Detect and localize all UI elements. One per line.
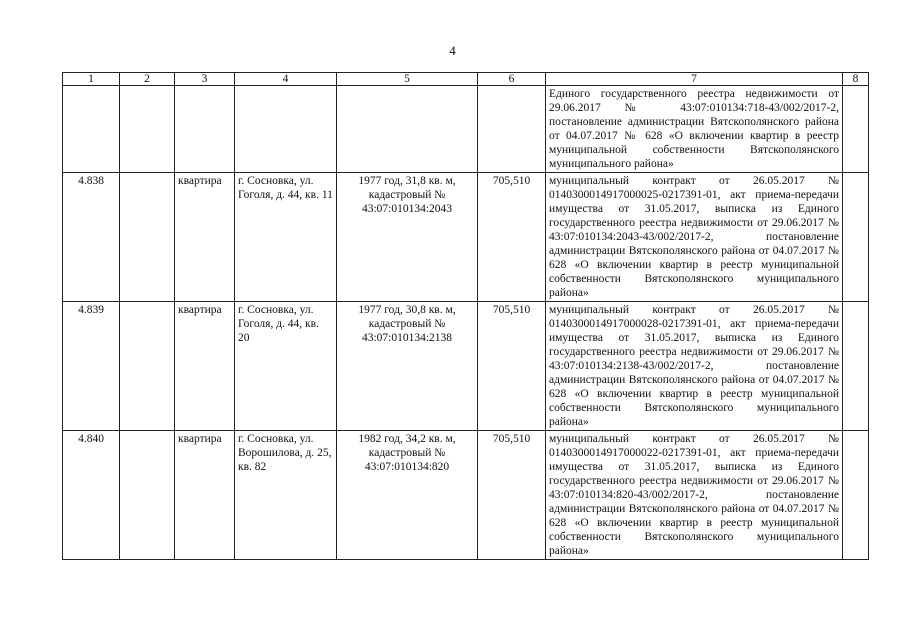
cell-empty	[337, 86, 478, 173]
cell-empty	[63, 86, 120, 173]
row-number: 4.839	[63, 302, 120, 431]
row-cost: 705,510	[478, 173, 546, 302]
cell-empty	[478, 86, 546, 173]
row-number: 4.838	[63, 173, 120, 302]
row-col2	[120, 431, 175, 560]
page-number: 4	[449, 43, 456, 58]
row-description: 1977 год, 30,8 кв. м, кадастровый № 43:07:010134:2138	[337, 302, 478, 431]
row-col2	[120, 173, 175, 302]
row-number: 4.840	[63, 431, 120, 560]
table-row	[63, 431, 869, 560]
cell-empty	[235, 86, 337, 173]
property-registry-table	[62, 72, 869, 560]
row-address: г. Сосновка, ул. Гоголя, д. 44, кв. 20	[235, 302, 337, 431]
continuation-basis: Единого государственного реестра недвижимости от 29.06.2017 № 43:07:010134:718-43/002/2017-2, постановление администрации Вятскополянского района от 04.07.2017 № 628 «О включении квартир в реестр муниципальной собственности Вятскополянского муниципального района»	[546, 86, 843, 173]
row-type: квартира	[175, 302, 235, 431]
header-row	[63, 73, 869, 86]
column-header-6: 6	[478, 73, 546, 86]
row-col2	[120, 302, 175, 431]
column-header-2: 2	[120, 73, 175, 86]
cell-empty	[843, 86, 869, 173]
column-header-4: 4	[235, 73, 337, 86]
row-basis: муниципальный контракт от 26.05.2017 № 0140300014917000022-0217391-01, акт приема-передачи имущества от 31.05.2017, выписка из Единого государственного реестра недвижимости от 29.06.2017 № 43:07:010134:820-43/002/2017-2, постановление администрации Вятскополянского района от 04.07.2017 № 628 «О включении квартир в реестр муниципальной собственности Вятскополянского муниципального района»	[546, 431, 843, 560]
row-basis: муниципальный контракт от 26.05.2017 № 0140300014917000028-0217391-01, акт приема-передачи имущества от 31.05.2017, выписка из Единого государственного реестра недвижимости от 29.06.2017 № 43:07:010134:2138-43/002/2017-2, постановление администрации Вятскополянского района от 04.07.2017 № 628 «О включении квартир в реестр муниципальной собственности Вятскополянского муниципального района»	[546, 302, 843, 431]
row-description: 1977 год, 31,8 кв. м, кадастровый № 43:07:010134:2043	[337, 173, 478, 302]
table-row	[63, 173, 869, 302]
cell-empty	[120, 86, 175, 173]
row-col8	[843, 302, 869, 431]
cell-empty	[175, 86, 235, 173]
row-col8	[843, 431, 869, 560]
continuation-row	[63, 86, 869, 173]
row-address: г. Сосновка, ул. Гоголя, д. 44, кв. 11	[235, 173, 337, 302]
row-cost: 705,510	[478, 302, 546, 431]
row-col8	[843, 173, 869, 302]
row-address: г. Сосновка, ул. Ворошилова, д. 25, кв. 82	[235, 431, 337, 560]
column-header-3: 3	[175, 73, 235, 86]
table-row	[63, 302, 869, 431]
row-basis: муниципальный контракт от 26.05.2017 № 0140300014917000025-0217391-01, акт приема-передачи имущества от 31.05.2017, выписка из Единого государственного реестра недвижимости от 29.06.2017 № 43:07:010134:2043-43/002/2017-2, постановление администрации Вятскополянского района от 04.07.2017 № 628 «О включении квартир в реестр муниципальной собственности Вятскополянского муниципального района»	[546, 173, 843, 302]
row-description: 1982 год, 34,2 кв. м, кадастровый № 43:07:010134:820	[337, 431, 478, 560]
column-header-8: 8	[843, 73, 869, 86]
column-header-7: 7	[546, 73, 843, 86]
row-type: квартира	[175, 173, 235, 302]
column-header-5: 5	[337, 73, 478, 86]
row-cost: 705,510	[478, 431, 546, 560]
column-header-1: 1	[63, 73, 120, 86]
row-type: квартира	[175, 431, 235, 560]
